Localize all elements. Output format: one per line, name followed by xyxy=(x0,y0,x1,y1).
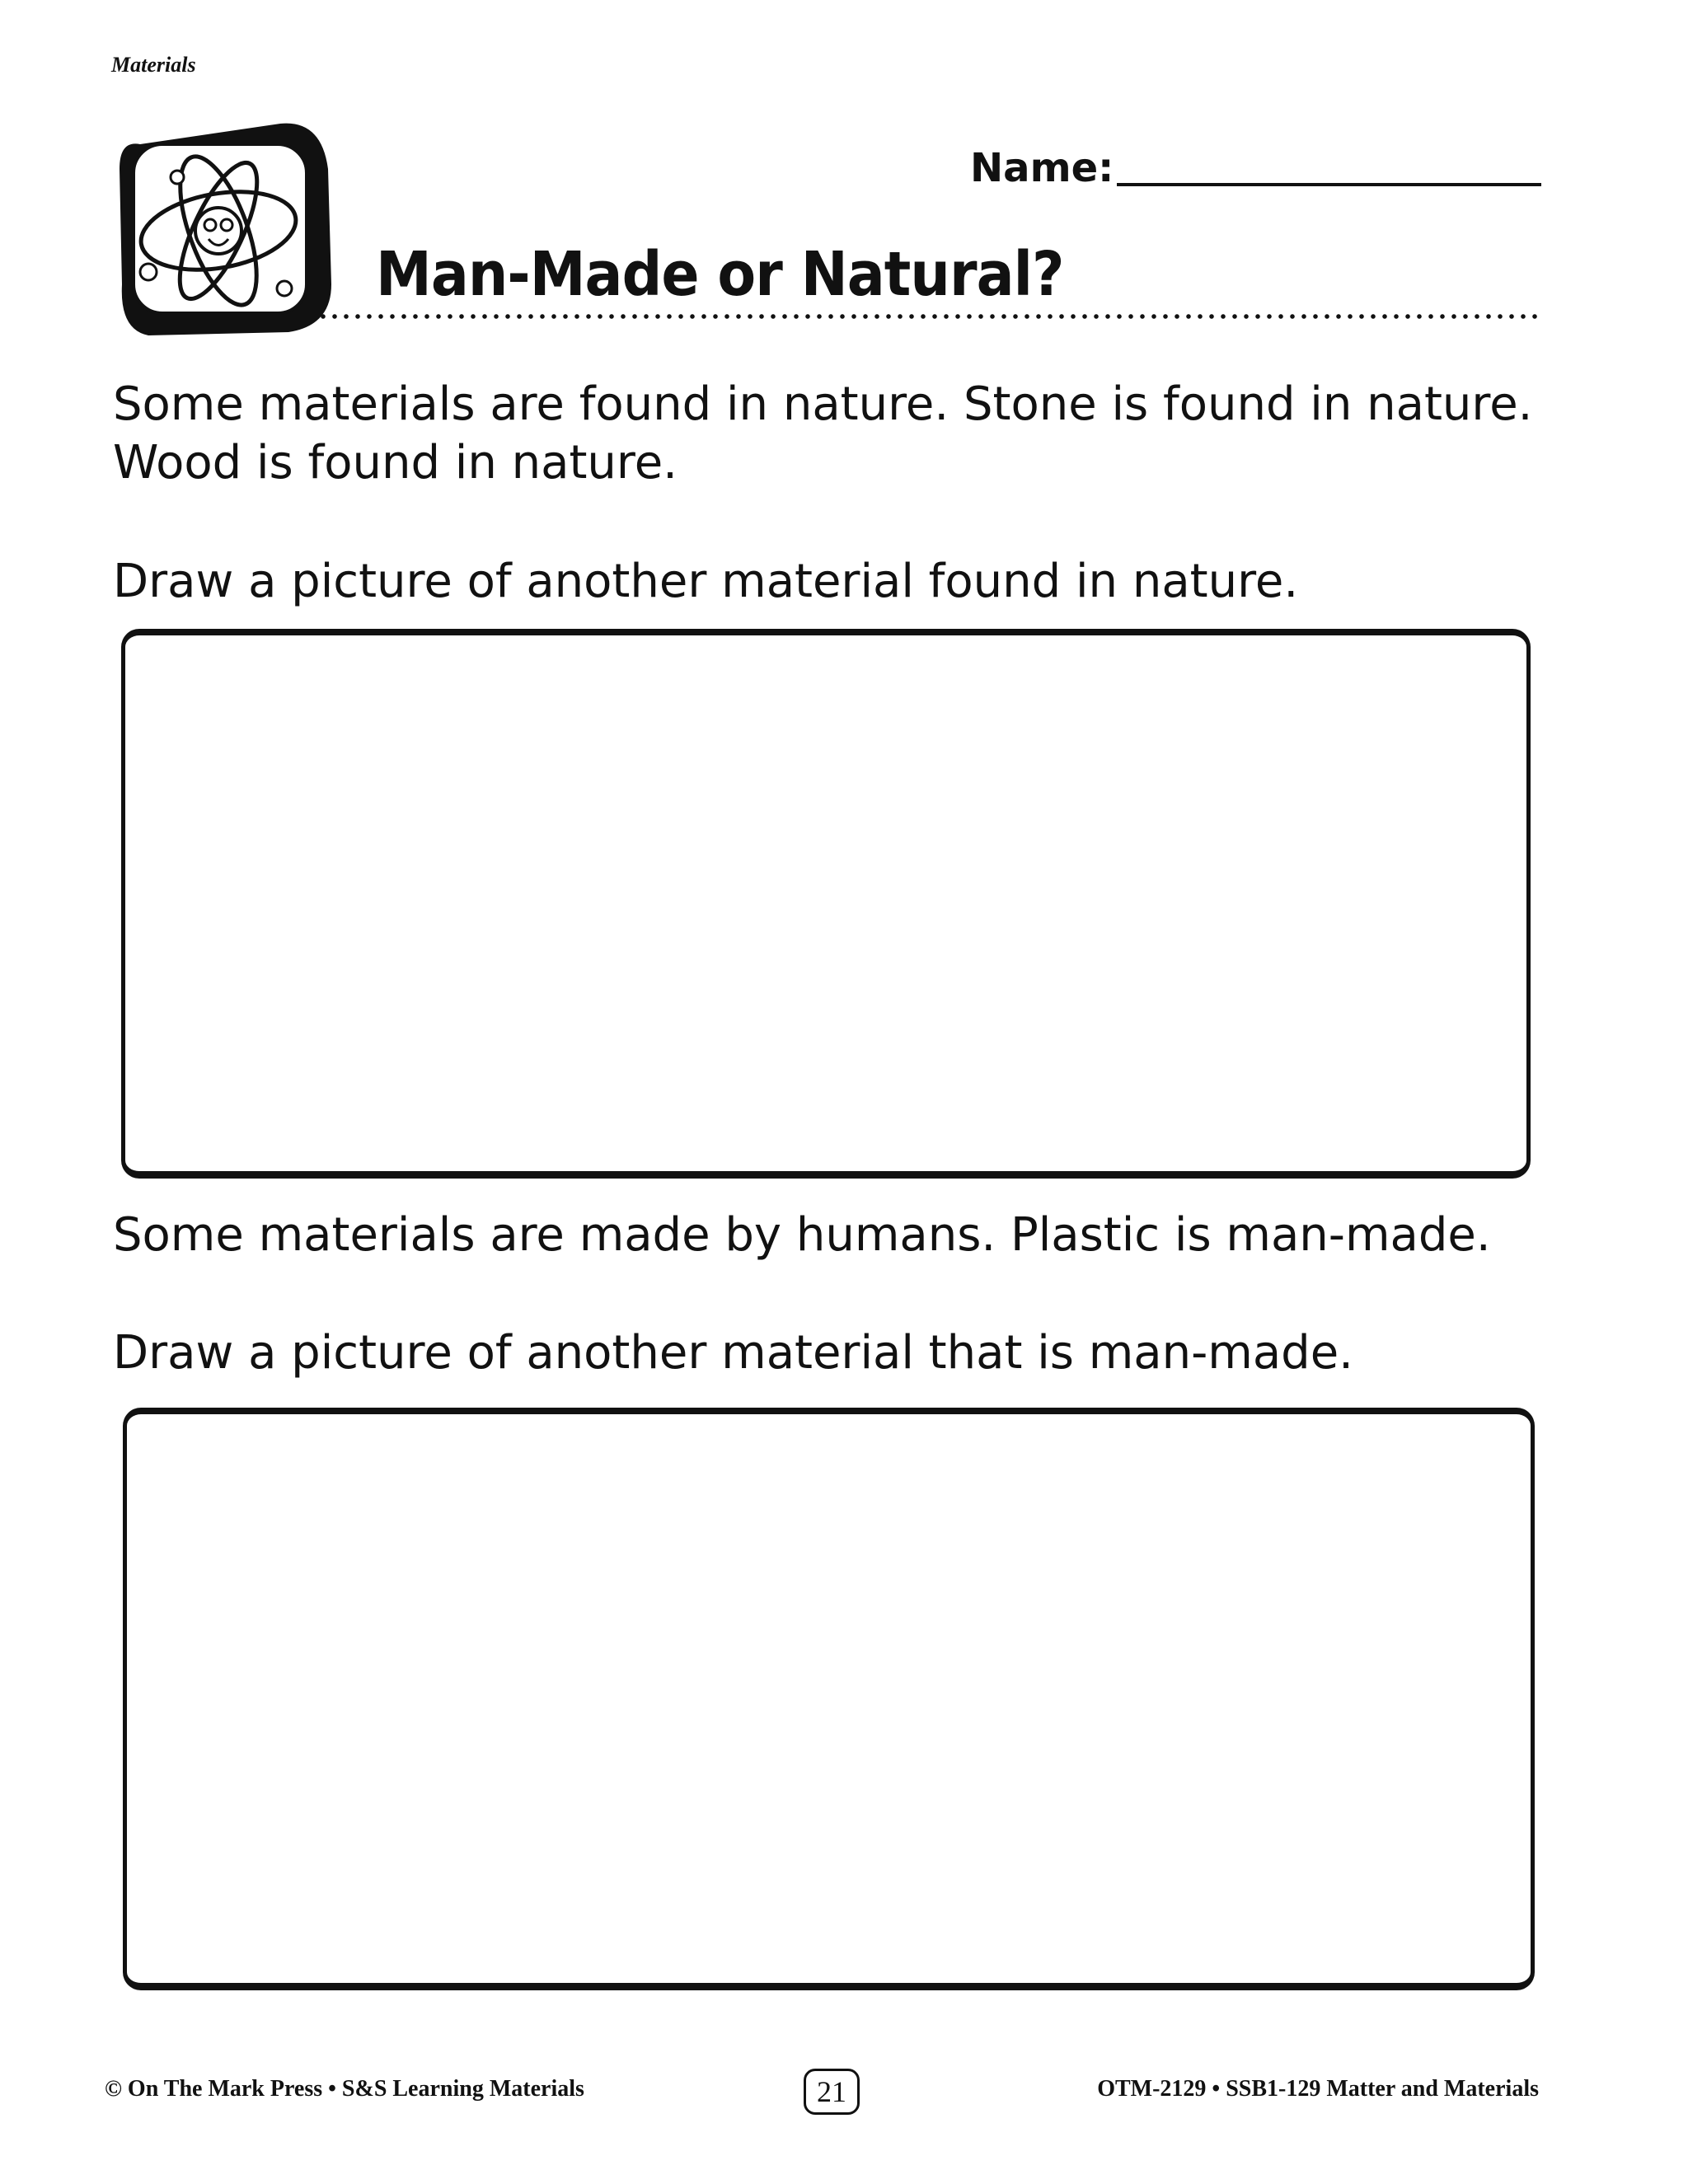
page-title: Man-Made or Natural? xyxy=(376,239,1064,310)
atom-mascot-icon xyxy=(115,120,338,335)
name-label: Name: xyxy=(970,145,1114,191)
intro-paragraph-man-made: Some materials are made by humans. Plastic is man-made. xyxy=(113,1208,1491,1262)
section-label: Materials xyxy=(111,53,196,77)
prompt-natural: Draw a picture of another material found in nature. xyxy=(113,555,1299,608)
intro-paragraph-natural xyxy=(113,375,1532,492)
prompt-man-made: Draw a picture of another material that is man-made. xyxy=(113,1326,1353,1380)
footer-product-code: OTM-2129 • SSB1-129 Matter and Materials xyxy=(1097,2076,1539,2102)
text-line: Some materials are found in nature. Stone is found in nature. xyxy=(113,377,1533,431)
title-dotted-divider xyxy=(317,313,1541,320)
name-field[interactable] xyxy=(1117,183,1541,186)
drawing-area-man-made[interactable] xyxy=(123,1408,1535,1990)
drawing-area-natural[interactable] xyxy=(121,629,1531,1179)
page-number: 21 xyxy=(804,2069,860,2115)
footer-copyright: © On The Mark Press • S&S Learning Materials xyxy=(105,2076,584,2102)
text-line: Wood is found in nature. xyxy=(113,436,678,490)
